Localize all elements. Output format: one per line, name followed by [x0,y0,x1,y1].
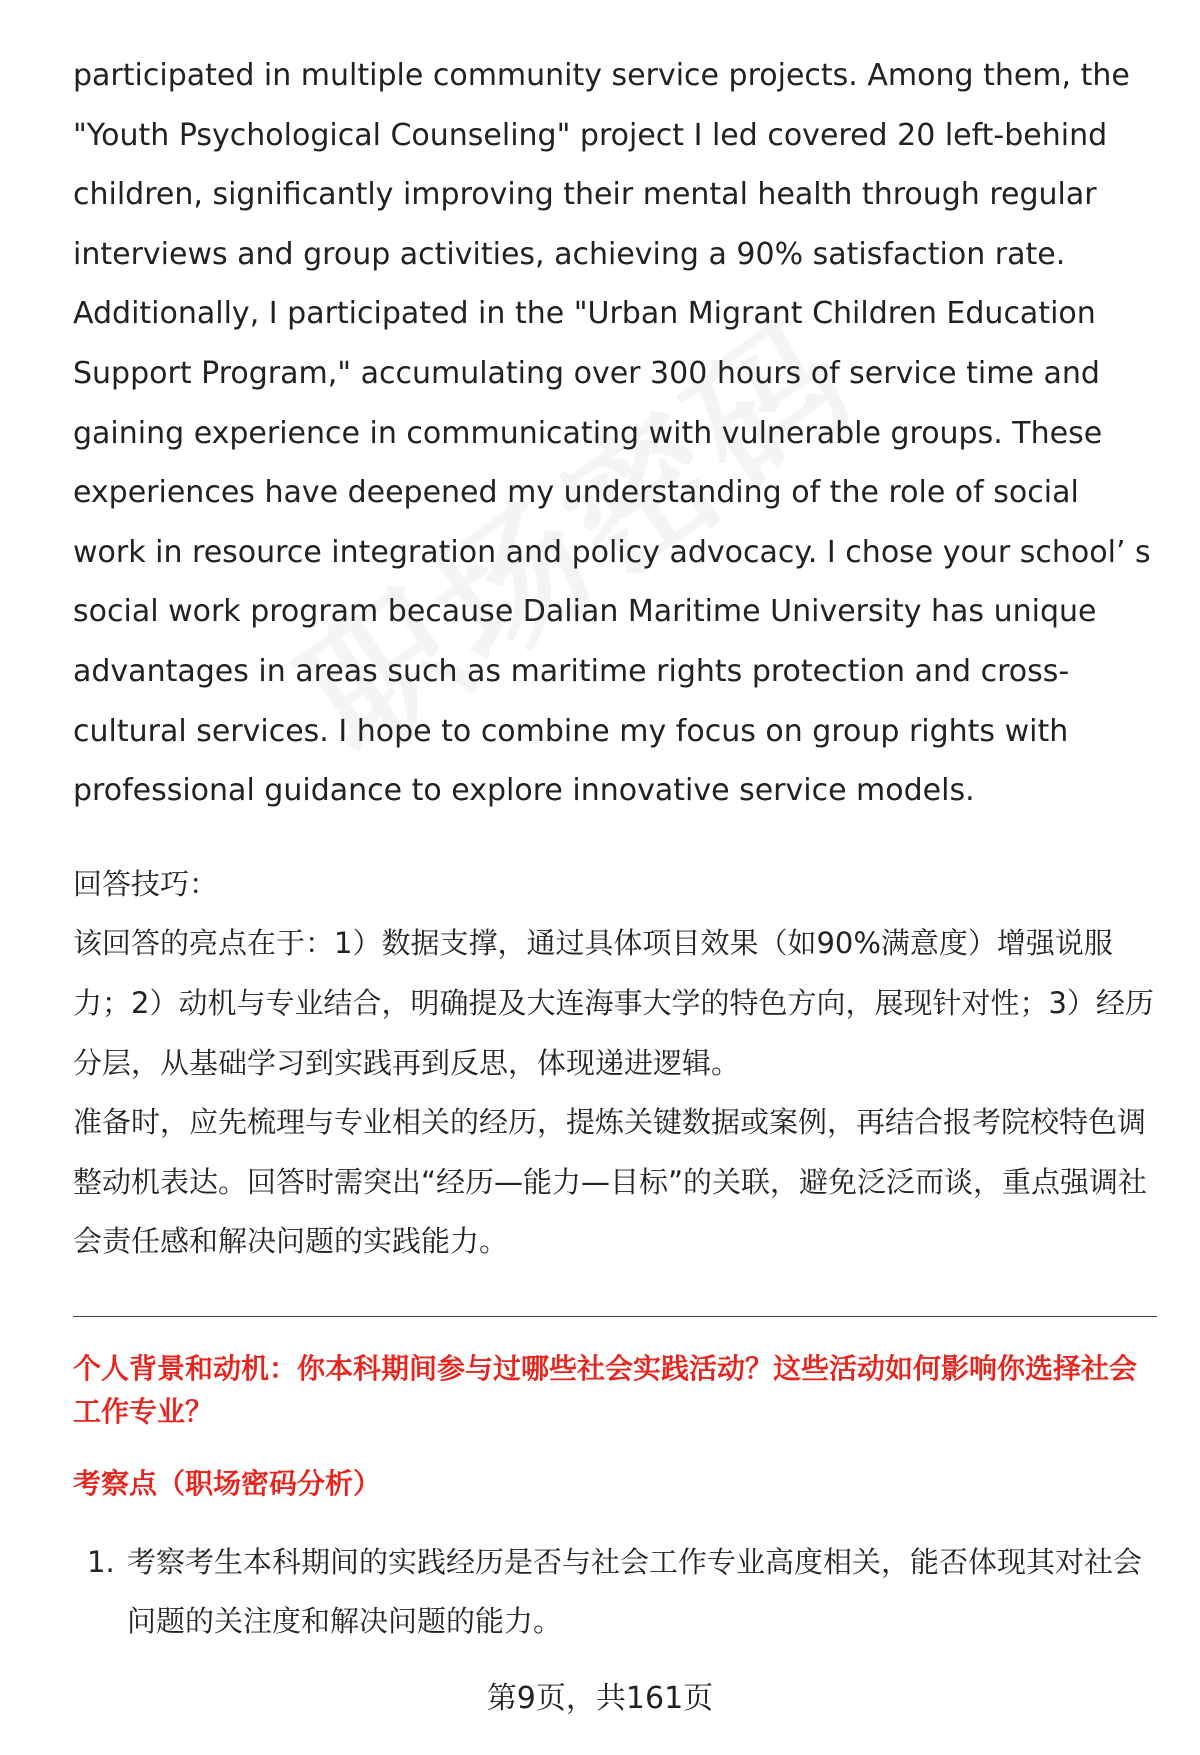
page-number: 第9页，共161页 [486,1681,714,1716]
exam-point-list [73,1533,1159,1652]
exam-point-title: 考察点（职场密码分析） [73,1466,382,1500]
tips-highlights: 该回答的亮点在于：1）数据支撑，通过具体项目效果（如90%满意度）增强说服力；2）动机与专业结合，明确提及大连海事大学的特色方向，展现针对性；3）经历分层，从基础学习到实践再到反思，体现递进逻辑。 [73,926,1154,1080]
list-item-number: 1. [87,1544,115,1579]
question-heading: 个人背景和动机：你本科期间参与过哪些社会实践活动？这些活动如何影响你选择社会工作专业？ [73,1351,1138,1428]
list-item-text: 考察考生本科期间的实践经历是否与社会工作专业高度相关，能否体现其对社会问题的关注度和解决问题的能力。 [127,1544,1143,1639]
answer-tips [73,855,1159,1272]
tips-heading: 回答技巧： [73,866,219,901]
tips-preparation: 准备时，应先梳理与专业相关的经历，提炼关键数据或案例，再结合报考院校特色调整动机表达。回答时需突出“经历—能力—目标”的关联，避免泛泛而谈，重点强调社会责任感和解决问题的实践能力。 [73,1105,1148,1259]
section-divider [73,1316,1157,1317]
page-content [73,46,1159,1652]
answer-paragraph: participated in multiple community service projects. Among them, the "Youth Psychological Counseling" project I led covered 20 left-behind children, significantly improving their mental health through regular interviews and group activities, achieving a 90% satisfaction rate. Additionally, I participated in the "Urban Migrant Children Education Support Program," accumulating over 300 hours of service time and gaining experience in communicating with vulnerable groups. These experiences have deepened my understanding of the role of social work in resource integration and policy advocacy. I chose your school’ s social work program because Dalian Maritime University has unique advantages in areas such as maritime rights protection and cross-cultural services. I hope to combine my focus on group rights with professional guidance to explore innovative service models. [73,58,1151,809]
list-item [73,1533,1159,1652]
